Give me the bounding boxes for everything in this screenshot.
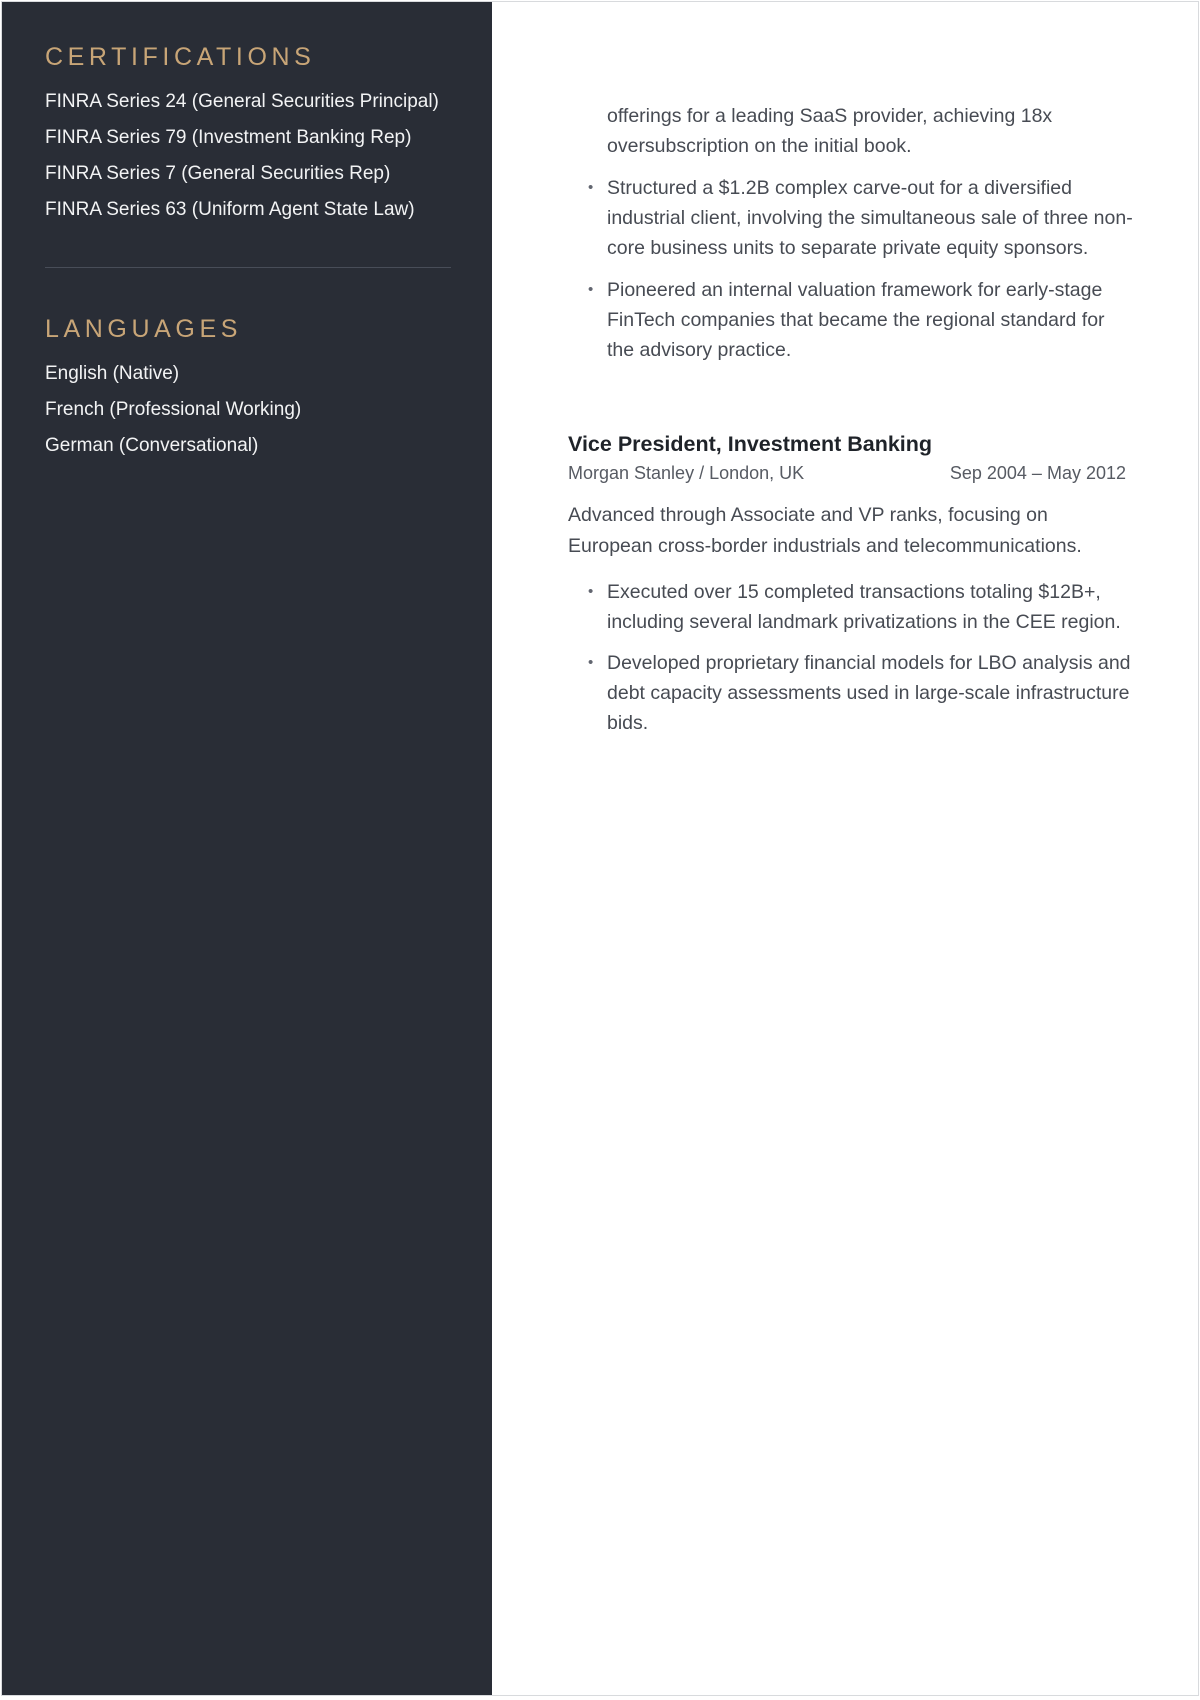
certification-item: FINRA Series 7 (General Securities Rep) [45,163,391,184]
language-item: German (Conversational) [45,435,259,456]
job-company: Morgan Stanley / London, UK [568,463,805,483]
bullet-text: Pioneered an internal valuation framework for early-stage FinTech companies that became the regional standard for the advisory practice. [607,279,1105,361]
languages-heading: LANGUAGES [45,315,243,343]
bullet-dot-icon: • [588,179,594,196]
languages-list [45,356,301,464]
bullet-item [568,648,1133,738]
previous-role-bullets [568,173,1133,365]
resume-page [1,1,1199,1696]
job-meta [568,463,1126,484]
job-title: Vice President, Investment Banking [568,432,933,456]
bullet-item [568,275,1133,365]
sidebar-divider [45,267,451,268]
language-item: English (Native) [45,363,180,384]
sidebar [2,2,492,1695]
bullet-text: Executed over 15 completed transactions totaling $12B+, including several landmark privatizations in the CEE region. [607,581,1121,633]
continued-bullet-text: offerings for a leading SaaS provider, achieving 18x oversubscription on the initial book. [607,105,1053,157]
certifications-heading: CERTIFICATIONS [45,43,316,71]
job-bullets [568,577,1133,738]
bullet-item [568,577,1133,637]
bullet-item [568,173,1133,263]
certification-item: FINRA Series 79 (Investment Banking Rep) [45,127,412,148]
certification-item: FINRA Series 24 (General Securities Principal) [45,91,439,112]
certification-item: FINRA Series 63 (Uniform Agent State Law) [45,199,415,220]
bullet-dot-icon: • [588,654,594,671]
job-summary: Advanced through Associate and VP ranks, focusing on European cross-border industrials and telecommunications. [568,504,1082,557]
bullet-dot-icon: • [588,281,594,298]
main-content [568,2,1133,1695]
certifications-list [45,84,439,228]
bullet-text: Structured a $1.2B complex carve-out for a diversified industrial client, involving the simultaneous sale of three non-core business units to separate private equity sponsors. [607,177,1133,259]
bullet-dot-icon: • [588,583,594,600]
language-item: French (Professional Working) [45,399,302,420]
bullet-text: Developed proprietary financial models for LBO analysis and debt capacity assessments used in large-scale infrastructure bids. [607,652,1131,734]
job-dates: Sep 2004 – May 2012 [949,463,1126,483]
